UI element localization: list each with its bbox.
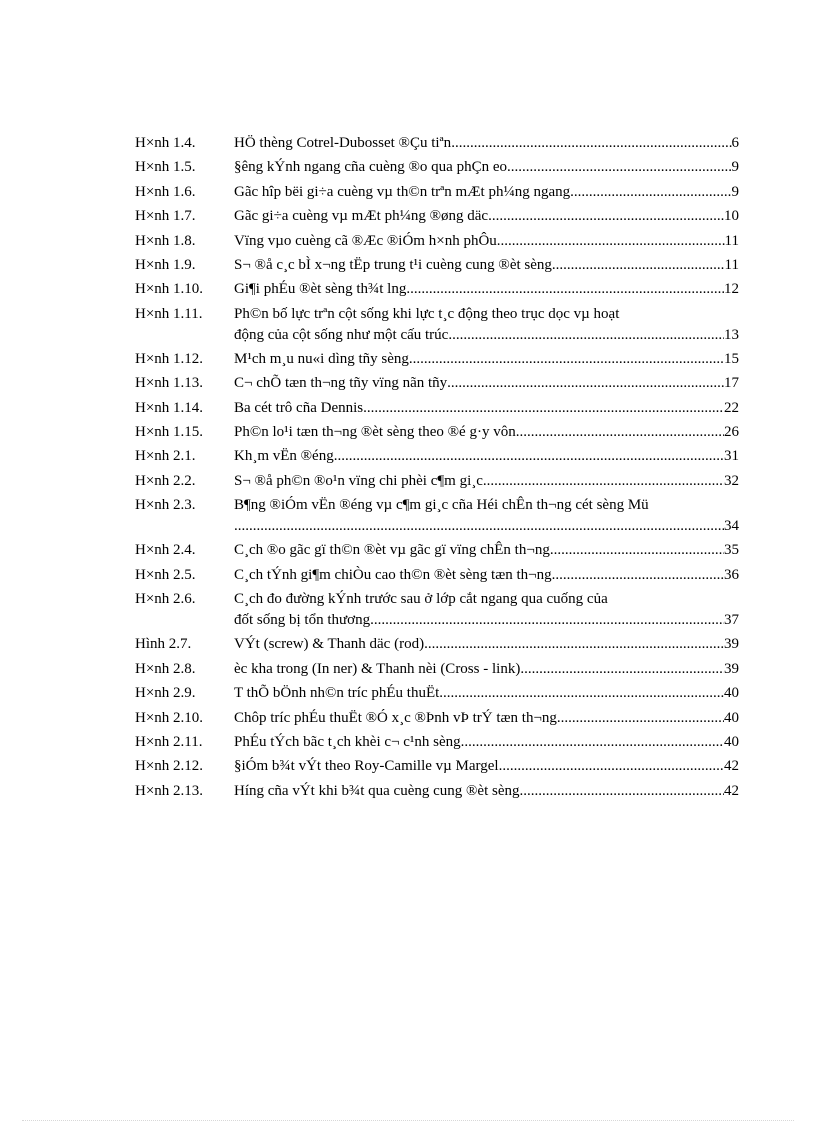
figure-entry	[135, 634, 739, 655]
dot-leader	[483, 471, 724, 492]
page-number: 12	[724, 281, 739, 298]
figure-title: Ph©n bố lực trªn cột sống khi lực t¸c động theo trục dọc vµ hoạt	[234, 305, 620, 322]
figure-title: C¸ch tÝnh gi¶m chiÒu cao th©n ®èt sèng tæn th¬ng	[234, 566, 552, 583]
page-number: 22	[724, 399, 739, 416]
page-number: 9	[731, 183, 739, 200]
dot-leader	[234, 516, 724, 537]
figure-label: H×nh 1.13.	[135, 375, 204, 392]
figure-title: S¬ ®å ph©n ®o¹n vïng chi phèi c¶m gi¸c	[234, 472, 483, 489]
dot-leader	[451, 133, 731, 154]
page-number: 36	[724, 566, 739, 583]
figure-label: H×nh 2.13.	[135, 782, 204, 799]
dot-leader	[406, 279, 724, 300]
page-number: 40	[724, 709, 739, 726]
page-number: 6	[731, 135, 739, 151]
page-number: 9	[731, 159, 739, 176]
figure-title: Ph©n lo¹i tæn th¬ng ®èt sèng theo ®é g·y vôn	[234, 424, 516, 441]
figure-label: H×nh 1.15.	[135, 424, 204, 441]
figure-label: H×nh 2.6.	[135, 591, 196, 608]
figure-entry	[135, 495, 739, 537]
figure-title: T thÕ bÖnh nh©n tríc phÉu thuËt	[234, 685, 440, 702]
figure-title-continued: động của cột sống như một cấu trúc	[234, 326, 449, 343]
page-number: 32	[724, 472, 739, 489]
figure-label: H×nh 1.9.	[135, 256, 196, 273]
page-number: 39	[724, 660, 739, 677]
figure-entry	[135, 231, 739, 252]
dot-leader	[552, 565, 724, 586]
figure-title: S¬ ®å c¸c bÌ x¬ng tËp trung t¹i cuèng cung ®èt sèng	[234, 256, 552, 273]
dot-leader	[520, 781, 725, 802]
figure-label: H×nh 2.8.	[135, 660, 196, 677]
page-number: 31	[724, 448, 739, 465]
figure-entry	[135, 422, 739, 443]
figure-entry	[135, 182, 739, 203]
page-number: 35	[724, 542, 739, 559]
figure-entry	[135, 373, 739, 394]
page-number: 11	[724, 256, 739, 273]
page-number: 17	[724, 375, 739, 392]
figure-label: H×nh 1.12.	[135, 350, 204, 367]
page-number: 40	[724, 733, 739, 750]
figure-title: C¸ch ®o gãc gï th©n ®èt vµ gãc gï vïng chÊn th¬ng	[234, 542, 550, 559]
dot-leader	[370, 610, 724, 631]
figure-label: H×nh 2.12.	[135, 758, 204, 775]
figure-title: Ba cét trô cña Dennis	[234, 399, 364, 416]
page-number: 42	[724, 782, 739, 799]
dot-leader	[516, 422, 724, 443]
page-number: 11	[724, 232, 739, 249]
dot-leader	[424, 634, 724, 655]
figure-label: H×nh 1.6.	[135, 183, 196, 200]
figure-entry	[135, 732, 739, 753]
figure-title: M¹ch m¸u nu«i dìng tñy sèng	[234, 350, 409, 367]
figure-title: Gi¶i phÉu ®èt sèng th¾t lng	[234, 281, 407, 298]
dot-leader	[461, 732, 724, 753]
figure-label: H×nh 1.14.	[135, 399, 204, 416]
figure-title: Chôp tríc phÉu thuËt ®Ó x¸c ®Þnh vÞ trÝ tæn th¬ng	[234, 709, 557, 726]
figure-title: §iÓm b¾t vÝt theo Roy-Camille vµ Margel	[234, 758, 499, 775]
figure-label: H×nh 1.10.	[135, 281, 204, 298]
page-number: 13	[724, 326, 739, 343]
figure-label: H×nh 2.3.	[135, 497, 196, 514]
page-number: 34	[724, 518, 739, 535]
figure-entry	[135, 540, 739, 561]
figure-entry	[135, 446, 739, 467]
figure-title: èc kha trong (In ner) & Thanh nèi (Cross - link)	[234, 660, 521, 677]
figure-label: H×nh 1.11.	[135, 305, 203, 322]
figure-title: Gãc gi÷a cuèng vµ mÆt ph¼ng ®øng däc	[234, 208, 489, 225]
figure-entry	[135, 781, 739, 802]
figure-label: H×nh 2.4.	[135, 542, 196, 559]
figure-entry	[135, 708, 739, 729]
dot-leader	[550, 540, 724, 561]
page-number: 42	[724, 758, 739, 775]
figure-title: Kh¸m vËn ®éng	[234, 448, 334, 465]
dot-leader	[334, 446, 724, 467]
dot-leader	[499, 756, 724, 777]
figure-entry	[135, 756, 739, 777]
figure-title: Vïng vµo cuèng cã ®Æc ®iÓm h×nh phÔu	[234, 232, 497, 249]
figure-label: H×nh 2.2.	[135, 472, 196, 489]
dot-leader	[507, 157, 732, 178]
figure-title-continued: đốt sống bị tổn thương	[234, 612, 371, 629]
figure-title: Gãc hîp bëi gi÷a cuèng vµ th©n trªn mÆt ph¼ng ngang	[234, 183, 571, 200]
page-number: 10	[724, 208, 739, 225]
figure-label: H×nh 2.1.	[135, 448, 196, 465]
figure-label: H×nh 2.9.	[135, 685, 196, 702]
dot-leader	[439, 683, 724, 704]
dot-leader	[552, 255, 725, 276]
figure-entry	[135, 398, 739, 419]
figure-label: H×nh 1.8.	[135, 232, 196, 249]
figure-entry	[135, 206, 739, 227]
figure-title: PhÉu tÝch bãc t¸ch khèi c¬ c¹nh sèng	[234, 733, 461, 750]
dot-leader	[497, 231, 725, 252]
figure-title: Híng cña vÝt khi b¾t qua cuèng cung ®èt sèng	[234, 782, 520, 799]
dot-leader	[488, 206, 724, 227]
figure-label: H×nh 2.10.	[135, 709, 204, 726]
figure-label: H×nh 1.7.	[135, 208, 196, 225]
dot-leader	[447, 373, 724, 394]
figure-entry	[135, 349, 739, 370]
figure-title: C¬ chÕ tæn th¬ng tñy vïng nãn tñy	[234, 375, 448, 392]
figure-list	[135, 133, 739, 805]
figure-title: C¸ch đo đường kÝnh trước sau ở lớp cắt ngang qua cuống của	[234, 591, 608, 608]
page-number: 40	[724, 685, 739, 702]
page-number: 26	[724, 424, 739, 441]
figure-label: H×nh 2.5.	[135, 566, 196, 583]
figure-label: Hình 2.7.	[135, 636, 192, 653]
figure-label: H×nh 2.11.	[135, 733, 203, 750]
dot-leader	[448, 325, 724, 346]
figure-entry	[135, 157, 739, 178]
figure-entry	[135, 659, 739, 680]
figure-entry	[135, 589, 739, 631]
figure-title: B¶ng ®iÓm vËn ®éng vµ c¶m gi¸c cña Héi chÊn th¬ng cét sèng Mü	[234, 497, 649, 514]
page-number: 37	[724, 612, 739, 629]
dot-leader	[409, 349, 724, 370]
figure-title: VÝt (screw) & Thanh däc (rod)	[234, 636, 425, 653]
figure-entry	[135, 279, 739, 300]
figure-title: HÖ thèng Cotrel-Dubosset ®Çu tiªn	[234, 135, 452, 151]
dot-leader	[363, 398, 724, 419]
page-number: 39	[724, 636, 739, 653]
figure-label: H×nh 1.5.	[135, 159, 196, 176]
figure-entry	[135, 255, 739, 276]
page-number: 15	[724, 350, 739, 367]
figure-entry	[135, 471, 739, 492]
figure-entry	[135, 683, 739, 704]
figure-entry	[135, 565, 739, 586]
dot-leader	[570, 182, 731, 203]
page-bottom-divider	[22, 1120, 794, 1121]
dot-leader	[557, 708, 724, 729]
figure-entry	[135, 133, 739, 154]
figure-entry	[135, 304, 739, 346]
figure-title: §êng kÝnh ngang cña cuèng ®o qua phÇn eo	[234, 159, 507, 176]
figure-label: H×nh 1.4.	[135, 135, 196, 151]
dot-leader	[520, 659, 724, 680]
